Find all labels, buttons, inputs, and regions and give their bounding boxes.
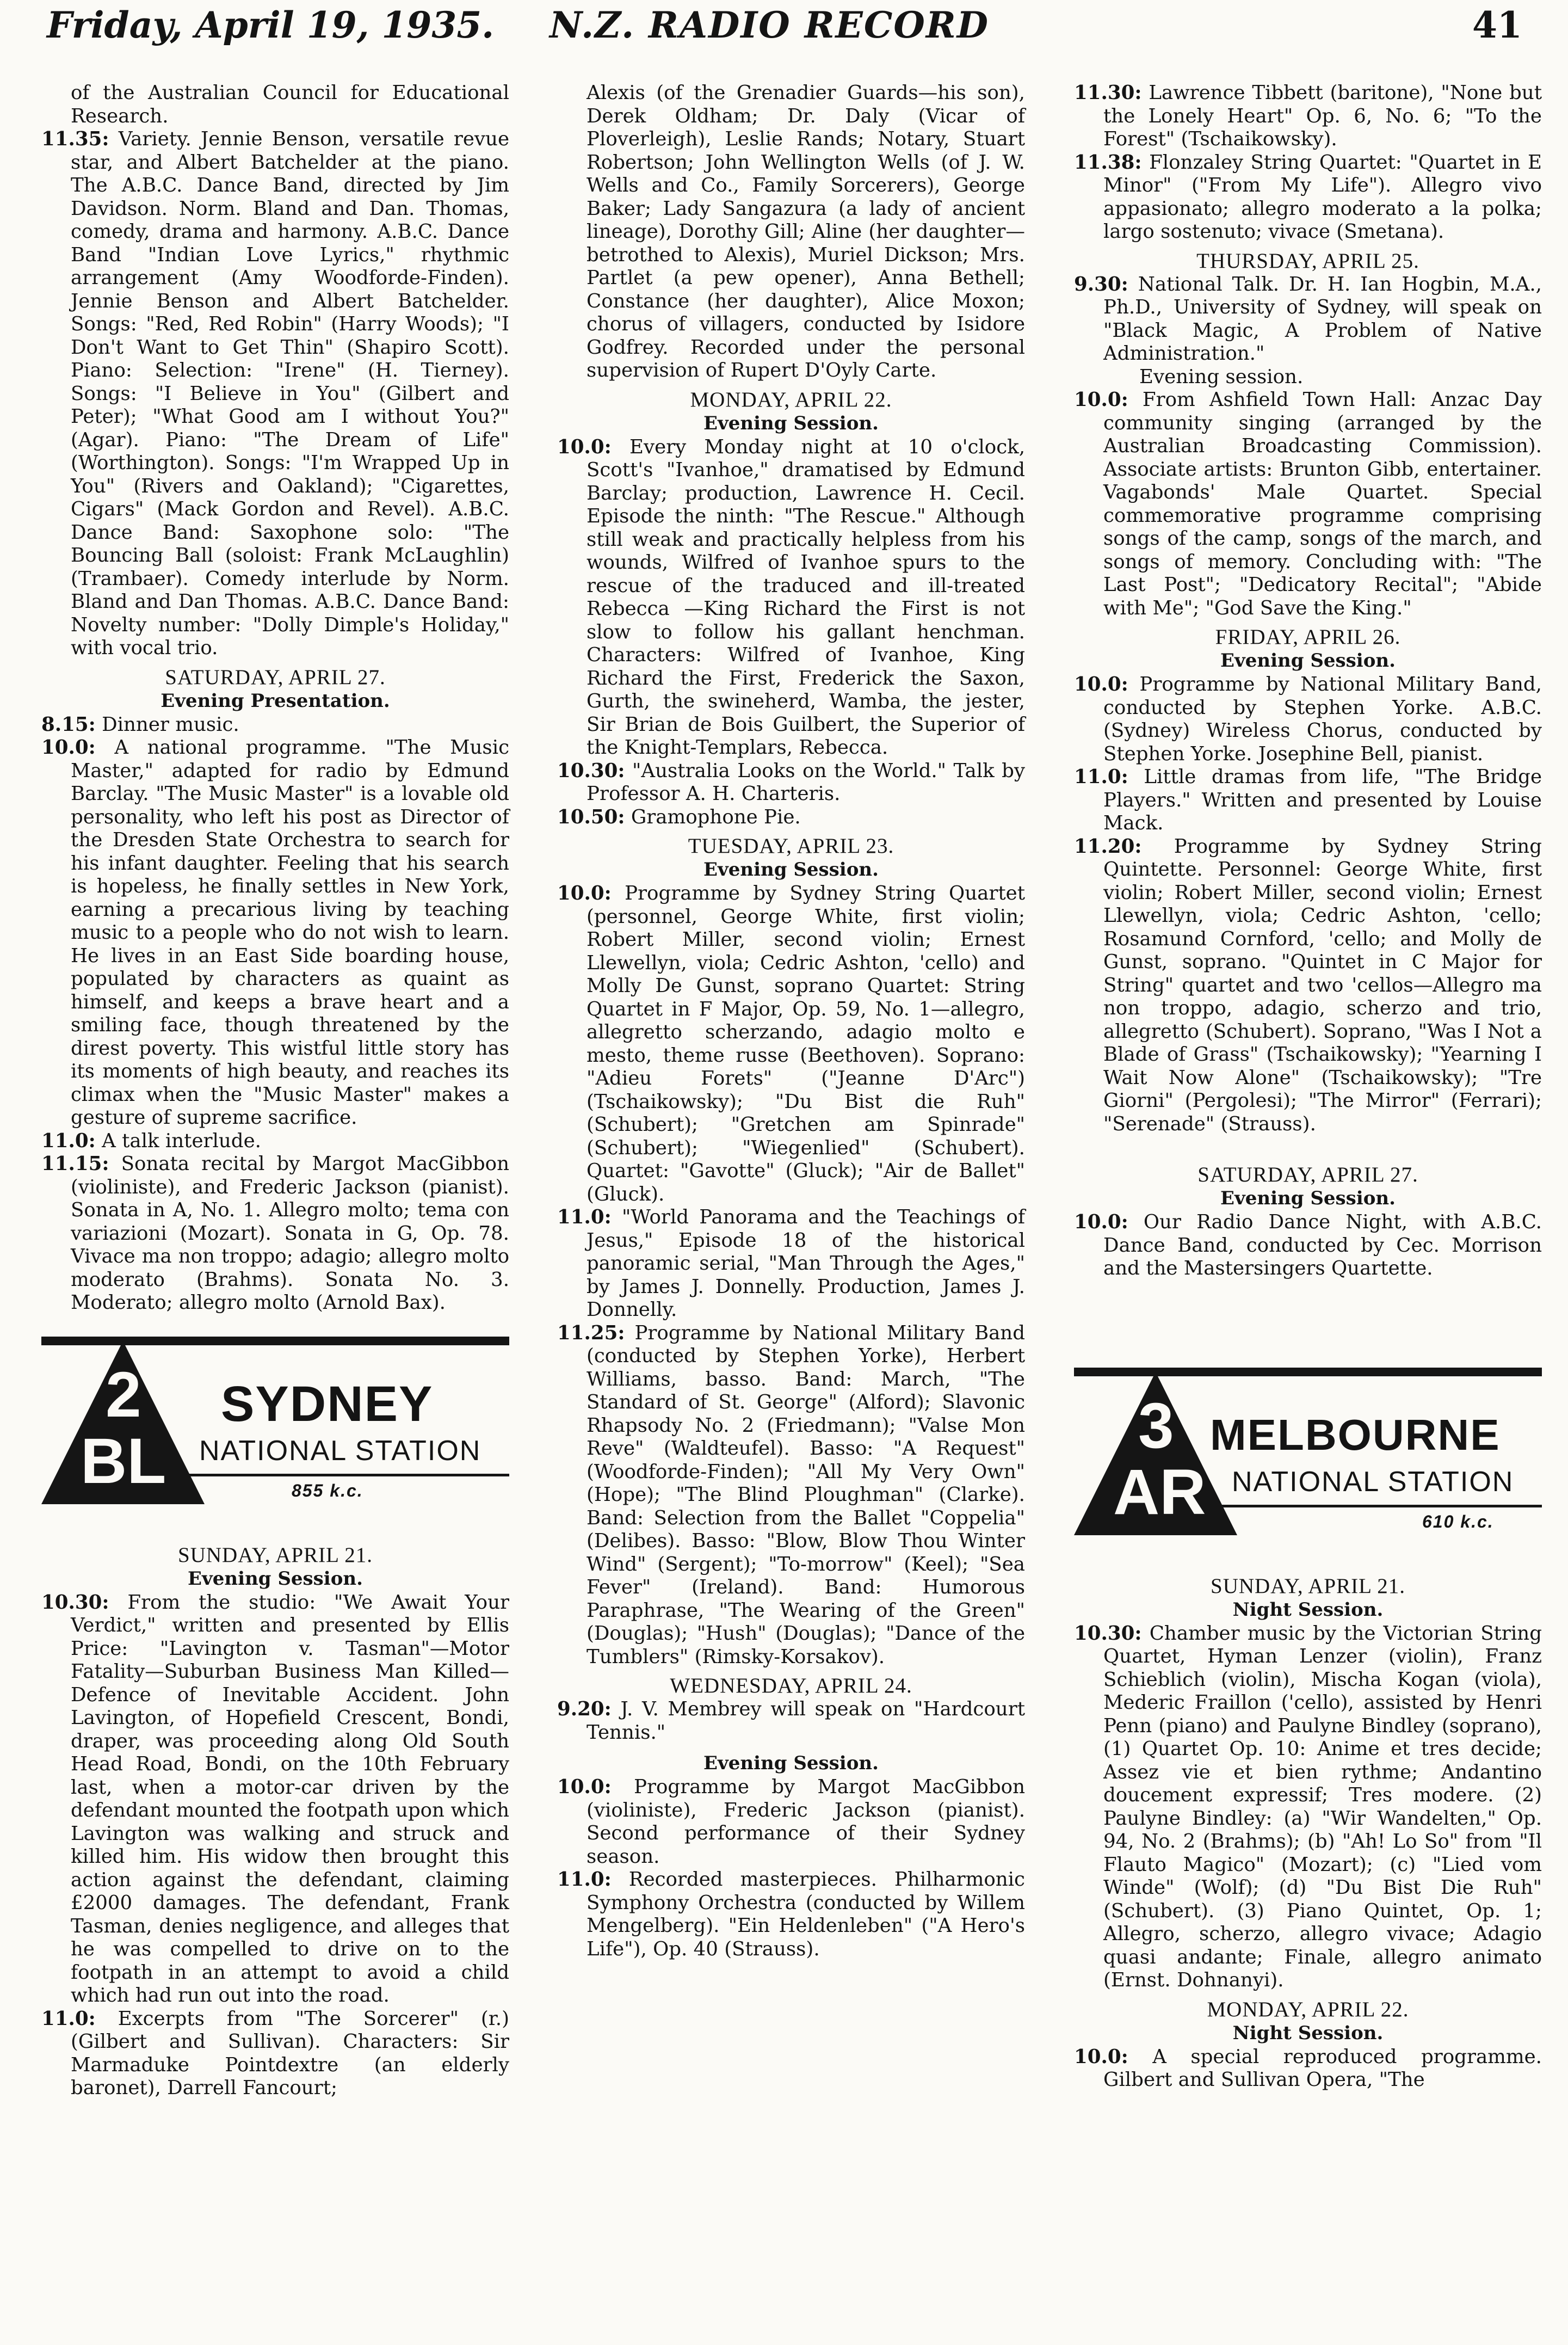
entry-text: A national programme. "The Music Master," adapted for radio by Edmund Barclay. "The Music Master" is a lovable old personality, who left his post as Director of the Dresden State Orchestra to search for his infant daughter. Feeling that his search is hopeless, he finally settles in New York, earning a precarious living by teaching music to a people who do not wish to learn. He lives in an East Side boarding house, populated by characters as quaint as himself, and keeps a brave heart and a smiling face, though threatened by the direst poverty. This wistful little story has its moments of high beauty, and reaches its climax when the "Music Master" makes a gesture of supreme sacrifice.: [71, 736, 509, 1129]
session-heading: Evening Session.: [703, 412, 879, 434]
day-heading: MONDAY, APRIL 22.: [690, 387, 892, 411]
programme-entry: [557, 1322, 1025, 1669]
programme-entry: [557, 1698, 1025, 1744]
entry-text: Programme by Sydney String Quartet (personnel, George White, first violin; Robert Miller, second violin; Ernest Llewellyn, viola; Cedric Ashton, 'cello) and Molly De Gunst, soprano Quartet: String Quartet in F Major, Op. 59, No. 1—allegro, allegretto scherzando, adagio molto e mesto, theme russe (Beethoven). Soprano: "Adieu Forets" ("Jeanne D'Arc") (Tschaikowsky); "Du Bist die Ruh" (Schubert); "Gretchen am Spinrade" (Schubert); "Wiegenlied" (Schubert). Quartet: "Gavotte" (Gluck); "Air de Ballet" (Gluck).: [587, 882, 1026, 1205]
issue-date: Friday, April 19, 1935.: [47, 4, 495, 46]
programme-entry: [41, 736, 509, 1130]
entry-text: Programme by National Military Band, conducted by Stephen Yorke. A.B.C. (Sydney) Wireless Chorus, conducted by Stephen Yorke. Josephine Bell, pianist.: [1103, 673, 1542, 765]
entry-text: Little dramas from life, "The Bridge Players." Written and presented by Louise Mack.: [1103, 766, 1542, 834]
entry-text: Chamber music by the Victorian String Quartet, Hyman Lenzer (violin), Franz Schieblich (violin), Mischa Kogan (viola), Mederic Fraillon ('cello), assisted by Henri Penn (piano) and Paulyne Bindley (soprano), (1) Quartet Op. 10: Anime et tres decide; Assez vie et bien rythme; Andantino doucement expressif; Tres modere. (2) Paulyne Bindley: (a) "Wir Wandelten," Op. 94, No. 2 (Brahms); (b) "Ah! Lo So" from "Il Flauto Magico" (Mozart); (c) "Lied vom Winde" (Wolf); (d) "Du Bist Die Ruh" (Schubert). (3) Piano Quintet, Op. 1; Allegro, scherzo, allegro vivace; Adagio quasi andante; Finale, allegro animato (Ernst. Dohnanyi).: [1103, 1622, 1542, 1991]
entry-time: 11.20:: [1074, 835, 1142, 858]
entry-text: Programme by Sydney String Quintette. Personnel: George White, first violin; Robert Miller, second violin; Ernest Llewellyn, viola; Cedric Ashton, 'cello; Rosamund Cornford, 'cello; and Molly de Gunst, soprano. "Quintet in C Major for String" quartet and two 'cellos—Allegro ma non troppo, adagio, scherzo and trio, allegretto (Schubert). Soprano, "Was I Not a Blade of Grass" (Tschaikowsky); "Yearning I Wait Now Alone" (Tschaikowsky); "Tre Giorni" (Pergolesi); "The Mirror" (Ferrari); "Serenade" (Strauss).: [1103, 835, 1542, 1135]
station-banner-melbourne: [1074, 1368, 1542, 1564]
entry-text: "World Panorama and the Teachings of Jesus," Episode 18 of the historical panoramic serial, "Man Through the Ages," by James J. Donnelly. Production, James J. Donnelly.: [587, 1206, 1025, 1321]
session-heading: Evening Presentation.: [160, 690, 390, 712]
entry-time: 10.0:: [557, 1776, 612, 1798]
entry-time: 10.0:: [41, 736, 96, 759]
entry-text: Gramophone Pie.: [631, 805, 801, 828]
session-heading: Evening Session.: [703, 859, 879, 881]
programme-entry: [557, 1868, 1025, 1961]
entry-text: J. V. Membrey will speak on "Hardcourt Tennis.": [587, 1698, 1026, 1744]
session-heading: Evening Session.: [703, 1752, 879, 1774]
entry-time: 9.30:: [1074, 273, 1128, 296]
entry-time: 11.35:: [41, 128, 109, 150]
day-heading: TUESDAY, APRIL 23.: [688, 834, 894, 858]
session-heading: Night Session.: [1232, 1598, 1384, 1621]
entry-text: Dinner music.: [102, 713, 239, 736]
day-heading: THURSDAY, APRIL 25.: [1196, 249, 1419, 273]
programme-entry: [557, 1206, 1025, 1322]
programme-entry: [557, 1776, 1025, 1868]
entry-time: 10.0:: [557, 435, 612, 458]
entry-text: Excerpts from "The Sorcerer" (r.) (Gilbert and Sullivan). Characters: Sir Marmaduke Pointdextre (an elderly baronet), Darrell Fancourt;: [71, 2007, 509, 2099]
page-header: [0, 0, 1568, 49]
entry-time: 10.30:: [557, 759, 625, 782]
station-frequency: 610 k.c.: [1422, 1511, 1494, 1531]
banner-underline: [177, 1474, 509, 1476]
entry-text: Sonata recital by Margot MacGibbon (violiniste), and Frederic Jackson (pianist). Sonata in A, No. 1. Allegro molto; tema con variazioni (Mozart). Sonata in G, Op. 78. Vivace ma non troppo; adagio; allegro molto moderato (Brahms). Sonata No. 3. Moderato; allegro molto (Arnold Bax).: [71, 1153, 510, 1314]
banner-underline: [1210, 1505, 1542, 1507]
day-heading: SATURDAY, APRIL 27.: [165, 665, 386, 689]
entry-time: 11.30:: [1074, 82, 1142, 104]
entry-text: Variety. Jennie Benson, versatile revue star, and Albert Batchelder at the piano. The A.B.C. Dance Band, directed by Jim Davidson. Norm. Bland and Dan. Thomas, comedy, drama and harmony. A.B.C. Dance Band "Indian Love Lyrics," rhythmic arrangement (Amy Woodforde-Finden). Jennie Benson and Albert Batchelder. Songs: "Red, Red Robin" (Harry Woods); "I Don't Want to Get Thin" (Shapiro Scott). Piano: Selection: "Irene" (H. Tierney). Songs: "I Believe in You" (Gilbert and Peter); "What Good am I without You?" (Agar). Piano: "The Dream of Life" (Worthington). Songs: "I'm Wrapped Up in You" (Rivers and Oakland); "Cigarettes, Cigars" (Mack Gordon and Revel). A.B.C. Dance Band: Saxophone solo: "The Bouncing Ball (soloist: Frank McLaughlin) (Trambaer). Comedy interlude by Norm. Bland and Dan Thomas. A.B.C. Dance Band: Novelty number: "Dolly Dimple's Holiday," with vocal trio.: [71, 128, 509, 659]
programme-entry: [1074, 1211, 1542, 1281]
entry-time: 11.0:: [557, 1206, 612, 1228]
programme-entry: [1074, 82, 1542, 151]
entry-text: A special reproduced programme. Gilbert and Sullivan Opera, "The: [1103, 2045, 1542, 2091]
station-banner-sydney: [41, 1337, 509, 1532]
entry-text: Programme by National Military Band (conducted by Stephen Yorke), Herbert Williams, basso. Band: March, "The Standard of St. George" (Alford); Slavonic Rhapsody No. 2 (Friedmann); "Valse Mon Reve" (Waldteufel). Basso: "A Request" (Woodforde-Finden); "All My Very Own" (Hope); "The Blind Ploughman" (Clarke). Band: Selection from the Ballet "Coppelia" (Delibes). Basso: "Blow, Blow Thou Winter Wind" (Sergent); "To-morrow" (Keel); "Sea Fever" (Ireland). Band: Humorous Paraphrase, "The Wearing of the Green" (Douglas); "Hush" (Douglas); "Dance of the Tumblers" (Rimsky-Korsakov).: [587, 1321, 1025, 1668]
day-heading: SATURDAY, APRIL 27.: [1197, 1163, 1418, 1186]
programme-entry: [41, 2008, 509, 2100]
entry-time: 11.25:: [557, 1321, 625, 1344]
entry-time: 10.50:: [557, 805, 625, 828]
page-number: 41: [1472, 4, 1522, 46]
entry-time: 11.0:: [41, 2007, 96, 2030]
callsign-letters: BL: [81, 1425, 166, 1497]
programme-entry: [41, 713, 509, 737]
column-3: [1074, 82, 1542, 2092]
programme-entry: [41, 128, 509, 660]
entry-text: Lawrence Tibbett (baritone), "None but the Lonely Heart" Op. 6, No. 6; "To the Forest" (Tschaikowsky).: [1103, 82, 1542, 150]
programme-entry: [41, 1153, 509, 1315]
programme-entry: [557, 760, 1025, 806]
entry-text: Programme by Margot MacGibbon (violiniste), Frederic Jackson (pianist). Second performance of their Sydney season.: [587, 1776, 1025, 1868]
day-heading: FRIDAY, APRIL 26.: [1215, 625, 1401, 649]
entry-text: "Australia Looks on the World." Talk by Professor A. H. Charteris.: [587, 759, 1025, 805]
programme-entry: [41, 1591, 509, 2008]
entry-time: 11.15:: [41, 1153, 109, 1175]
entry-time: 9.20:: [557, 1698, 612, 1720]
station-city: SYDNEY: [221, 1376, 434, 1432]
session-note: Evening session.: [1139, 365, 1304, 388]
callsign-number: 2: [106, 1358, 141, 1431]
programme-entry: [557, 436, 1025, 760]
session-heading: Evening Session.: [188, 1567, 363, 1590]
entry-time: 10.0:: [1074, 1211, 1128, 1233]
programme-entry: [1074, 2046, 1542, 2092]
entry-text: From Ashfield Town Hall: Anzac Day community singing (arranged by the Australian Broadcasting Commission). Associate artists: Brunton Gibb, entertainer. Vagabonds' Male Quartet. Special commemorative programme comprising songs of the camp, songs of the march, and songs of memory. Concluding with: "The Last Post"; "Dedicatory Recital"; "Abide with Me"; "God Save the King.": [1103, 389, 1542, 619]
session-heading: Evening Session.: [1220, 1187, 1396, 1209]
entry-text: A talk interlude.: [102, 1129, 261, 1152]
continued-text: of the Australian Council for Educational Research.: [71, 82, 509, 127]
entry-text: Recorded masterpieces. Philharmonic Symphony Orchestra (conducted by Willem Mengelberg). "Ein Heldenleben" ("A Hero's Life"), Op. 40 (Strauss).: [587, 1868, 1025, 1960]
station-frequency: 855 k.c.: [292, 1480, 363, 1500]
programme-entry: [557, 806, 1025, 829]
column-2: [557, 82, 1025, 1961]
column-1: [41, 82, 509, 2100]
continued-text: Alexis (of the Grenadier Guards—his son), Derek Oldham; Dr. Daly (Vicar of Ploverleigh), Leslie Rands; Notary, Stuart Robertson; John Wellington Wells (of J. W. Wells and Co., Family Sorcerers), George Baker; Lady Sangazura (a lady of ancient lineage), Dorothy Gill; Aline (her daughter—betrothed to Alexis), Muriel Dickson; Mrs. Partlet (a pew opener), Anna Bethell; Constance (her daughter), Alice Moxon; chorus of villagers, conducted by Isidore Godfrey. Recorded under the personal supervision of Rupert D'Oyly Carte.: [587, 82, 1025, 381]
entry-time: 10.30:: [1074, 1622, 1142, 1645]
day-heading: SUNDAY, APRIL 21.: [1211, 1574, 1405, 1598]
callsign-letters: AR: [1113, 1456, 1206, 1528]
entry-time: 11.0:: [41, 1129, 96, 1152]
day-heading: SUNDAY, APRIL 21.: [178, 1543, 373, 1567]
entry-time: 11.0:: [1074, 766, 1128, 788]
entry-time: 8.15:: [41, 713, 96, 736]
programme-entry: [557, 882, 1025, 1206]
entry-text: Flonzaley String Quartet: "Quartet in E Minor" ("From My Life"). Allegro vivo appasionato; allegro moderato a la polka; largo sostenuto; vivace (Smetana).: [1103, 151, 1542, 243]
session-heading: Night Session.: [1232, 2022, 1384, 2044]
entry-time: 11.38:: [1074, 151, 1142, 174]
entry-text: From the studio: "We Await Your Verdict," written and presented by Ellis Price: "Lavington v. Tasman"—Motor Fatality—Suburban Business Man Killed—Defence of Inevitable Accident. John Lavington, of Hopefield Crescent, Bondi, draper, was proceeding along Old South Head Road, Bondi, on the 10th February last, when a motor-car driven by the defendant mounted the footpath upon which Lavington was walking and struck and killed him. His widow then brought this action against the defendant, claiming £2000 damages. The defendant, Frank Tasman, denies negligence, and alleges that he was compelled to drive on to the footpath in an attempt to avoid a child which had run out into the road.: [71, 1591, 509, 2007]
programme-entry: [1074, 1622, 1542, 1992]
publication-title: N.Z. RADIO RECORD: [550, 4, 989, 46]
programme-entry: [1074, 835, 1542, 1136]
entry-time: 10.0:: [557, 882, 612, 904]
entry-text: National Talk. Dr. H. Ian Hogbin, M.A., Ph.D., University of Sydney, will speak on "Black Magic, A Problem of Native Administration.": [1103, 273, 1542, 365]
programme-entry: [41, 1130, 509, 1153]
entry-time: 10.30:: [41, 1591, 109, 1614]
entry-time: 10.0:: [1074, 673, 1128, 696]
station-network: NATIONAL STATION: [199, 1435, 481, 1467]
station-city: MELBOURNE: [1210, 1410, 1501, 1459]
entry-text: Every Monday night at 10 o'clock, Scott's "Ivanhoe," dramatised by Edmund Barclay; production, Lawrence H. Cecil. Episode the ninth: "The Rescue." Although still weak and practically helpless from his wounds, Wilfred of Ivanhoe spurs to the rescue of the traduced and ill-treated Rebecca —King Richard the First is not slow to follow his gallant henchman. Characters: Wilfred of Ivanhoe, King Richard the First, Frederick the Saxon, Gurth, the swineherd, Wamba, the jester, Sir Brian de Bois Guilbert, the Superior of the Knight-Templars, Rebecca.: [587, 435, 1026, 759]
entry-time: 11.0:: [557, 1868, 612, 1891]
callsign-number: 3: [1138, 1389, 1174, 1462]
programme-entry: [1074, 389, 1542, 620]
day-heading: WEDNESDAY, APRIL 24.: [670, 1674, 912, 1697]
programme-entry: [1074, 151, 1542, 244]
session-heading: Evening Session.: [1220, 650, 1396, 672]
programme-entry: [1074, 766, 1542, 835]
programme-entry: [1074, 273, 1542, 366]
programme-entry: [1074, 673, 1542, 766]
entry-time: 10.0:: [1074, 2045, 1128, 2068]
entry-time: 10.0:: [1074, 389, 1128, 411]
day-heading: MONDAY, APRIL 22.: [1207, 1997, 1409, 2021]
station-network: NATIONAL STATION: [1232, 1466, 1514, 1498]
entry-text: Our Radio Dance Night, with A.B.C. Dance Band, conducted by Cec. Morrison and the Mastersingers Quartette.: [1103, 1211, 1542, 1279]
